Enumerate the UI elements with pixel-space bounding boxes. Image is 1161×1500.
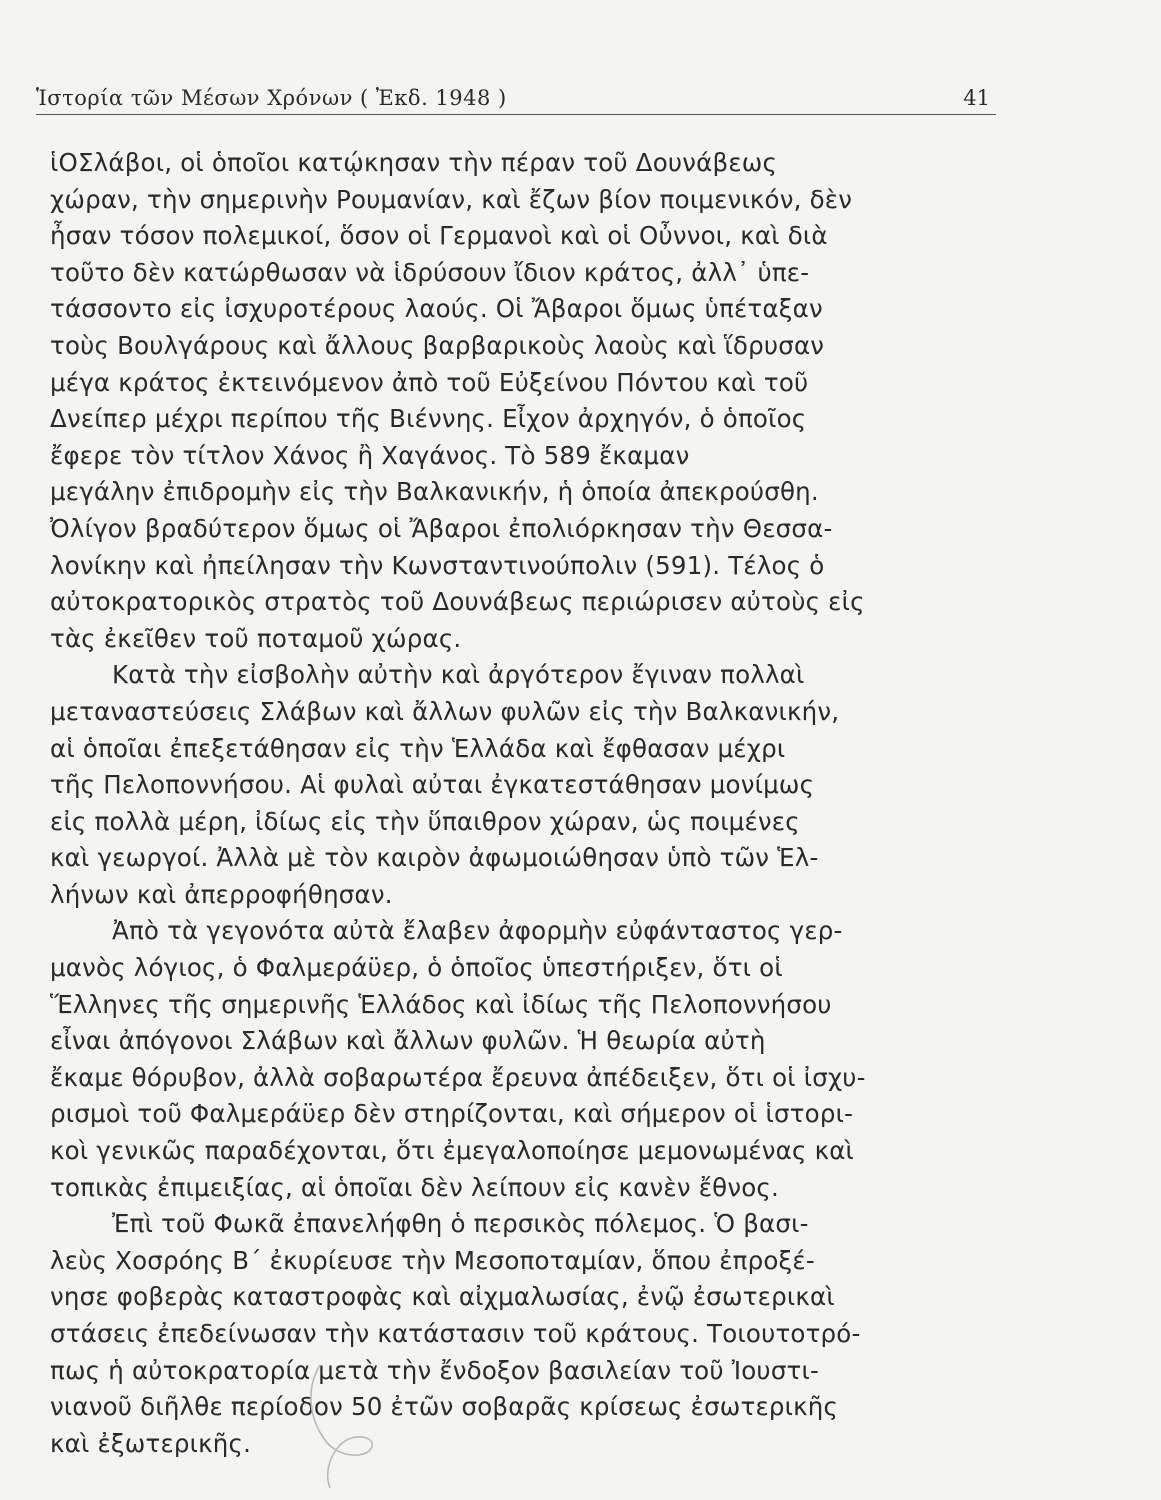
text-line: ρισμοὶ τοῦ Φαλμεράϋερ δὲν στηρίζονται, καὶ σήμερον οἱ ἱστορι- [50, 1099, 854, 1129]
text-line: λεὺς Χοσρόης Β΄ ἐκυρίευσε τὴν Μεσοποταμίαν, ὅπου ἐπροξέ- [50, 1245, 815, 1275]
text-line: ἔκαμε θόρυβον, ἀλλὰ σοβαρωτέρα ἔρευνα ἀπέδειξεν, ὅτι οἱ ἰσχυ- [50, 1062, 866, 1092]
text-line: τοὺς Βουλγάρους καὶ ἄλλους βαρβαρικοὺς λαοὺς καὶ ἵδρυσαν [50, 330, 825, 360]
text-line: τὰς ἐκεῖθεν τοῦ ποταμοῦ χώρας. [50, 623, 462, 653]
text-line: Δνείπερ μέχρι περίπου τῆς Βιέννης. Εἶχον ἀρχηγόν, ὁ ὁποῖος [50, 404, 807, 434]
text-line: λήνων καὶ ἀπερροφήθησαν. [50, 879, 393, 909]
text-line: κοὶ γενικῶς παραδέχονται, ὅτι ἐμεγαλοποίησε μεμονωμένας καὶ [50, 1136, 855, 1166]
text-line: ἦσαν τόσον πολεμικοί, ὅσον οἱ Γερμανοὶ καὶ οἱ Οὖννοι, καὶ διὰ [50, 221, 828, 251]
text-line: μέγα κράτος ἐκτεινόμενον ἀπὸ τοῦ Εὐξείνου Πόντου καὶ τοῦ [50, 367, 809, 397]
page-number: 41 [963, 86, 990, 110]
text-line: τοπικὰς ἐπιμειξίας, αἱ ὁποῖαι δὲν λείπουν εἰς κανὲν ἔθνος. [50, 1172, 779, 1202]
text-line: στάσεις ἐπεδείνωσαν τὴν κατάστασιν τοῦ κράτους. Τοιουτοτρό- [50, 1319, 861, 1348]
paragraph-start-line: Ἀπὸ τὰ γεγονότα αὐτὰ ἔλαβεν ἀφορμὴν εὐφάνταστος γερ- [112, 916, 843, 946]
text-line: χώραν, τὴν σημερινὴν Ρουμανίαν, καὶ ἔζων βίον ποιμενικόν, δὲν [50, 184, 853, 214]
text-line: καὶ ἐξωτερικῆς. [50, 1428, 252, 1458]
body-text [50, 145, 995, 1462]
text-line: μεγάλην ἐπιδρομὴν εἰς τὴν Βαλκανικήν, ἡ ὁποία ἀπεκρούσθη. [50, 477, 819, 507]
text-line: Ἕλληνες τῆς σημερινῆς Ἑλλάδος καὶ ἰδίως τῆς Πελοποννήσου [50, 989, 832, 1019]
text-line: πως ἡ αὐτοκρατορία μετὰ τὴν ἔνδοξον βασιλείαν τοῦ Ἰουστι- [50, 1355, 820, 1385]
text-line: εἶναι ἀπόγονοι Σλάβων καὶ ἄλλων φυλῶν. Ἡ θεωρία αὐτὴ [50, 1026, 766, 1056]
text-line: εἰς πολλὰ μέρη, ἰδίως εἰς τὴν ὕπαιθρον χώραν, ὡς ποιμένες [50, 806, 800, 836]
paragraph-start-line: Ἐπὶ τοῦ Φωκᾶ ἐπανελήφθη ὁ περσικὸς πόλεμος. Ὁ βασι- [112, 1209, 809, 1239]
text-line: νιανοῦ διῆλθε περίοδον 50 ἐτῶν σοβαρᾶς κρίσεως ἐσωτερικῆς [50, 1392, 839, 1422]
text-line: αὐτοκρατορικὸς στρατὸς τοῦ Δουνάβεως περιώρισεν αὐτοὺς εἰς [50, 587, 865, 617]
text-line: ἔφερε τὸν τίτλον Χάνος ἢ Χαγάνος. Τὸ 589 ἔκαμαν [50, 440, 690, 470]
book-title: Ἱστορία τῶν Μέσων Χρόνων ( Ἐκδ. 1948 ) [36, 86, 507, 110]
text-line: τάσσοντο εἰς ἰσχυροτέρους λαούς. Οἱ Ἄβαροι ὅμως ὑπέταξαν [50, 294, 823, 324]
text-line: τῆς Πελοποννήσου. Αἱ φυλαὶ αὐται ἐγκατεστάθησαν μονίμως [50, 770, 815, 800]
text-line: τοῦτο δὲν κατώρθωσαν νὰ ἱδρύσουν ἴδιον κράτος, ἀλλ᾿ ὑπε- [50, 257, 810, 287]
text-line: λονίκην καὶ ἠπείλησαν τὴν Κωνσταντινούπολιν (591). Τέλος ὁ [50, 550, 825, 580]
text-line: Ὀλίγον βραδύτερον ὅμως οἱ Ἄβαροι ἐπολιόρκησαν τὴν Θεσσα- [50, 513, 833, 543]
text-line: μεταναστεύσεις Σλάβων καὶ ἄλλων φυλῶν εἰς τὴν Βαλκανικήν, [50, 696, 840, 726]
text-line: καὶ γεωργοί. Ἀλλὰ μὲ τὸν καιρὸν ἀφωμοιώθησαν ὑπὸ τῶν Ἑλ- [50, 843, 819, 873]
paragraph-start-line: Κατὰ τὴν εἰσβολὴν αὐτὴν καὶ ἀργότερον ἔγιναν πολλαὶ [112, 660, 805, 690]
text-line: νησε φοβερὰς καταστροφὰς καὶ αἰχμαλωσίας, ἐνῷ ἐσωτερικαὶ [50, 1282, 835, 1312]
text-line: αἱ ὁποῖαι ἐπεξετάθησαν εἰς τὴν Ἑλλάδα καὶ ἔφθασαν μέχρι [50, 733, 786, 763]
text-line: μανὸς λόγιος, ὁ Φαλμεράϋερ, ὁ ὁποῖος ὑπεστήριξεν, ὅτι οἱ [50, 953, 783, 983]
text-line: ἱΟΣλάβοι, οἱ ὁποῖοι κατῴκησαν τὴν πέραν τοῦ Δουνάβεως [50, 148, 778, 177]
pen-scribble [300, 1360, 390, 1490]
running-header [36, 70, 996, 115]
